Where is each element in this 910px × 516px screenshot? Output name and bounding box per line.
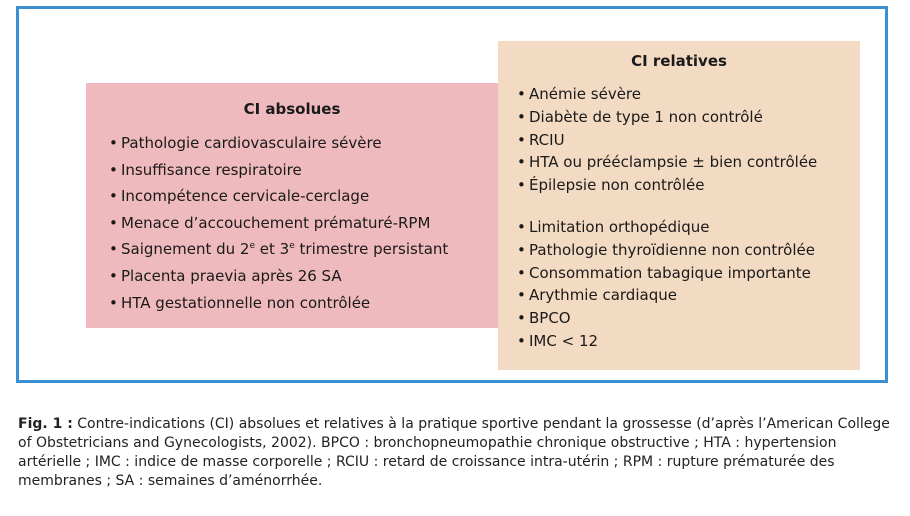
- list-item: • Diabète de type 1 non contrôlé: [517, 106, 817, 129]
- list-item: • HTA gestationnelle non contrôlée: [109, 290, 448, 317]
- ci-absolues-box: [86, 83, 498, 328]
- bullet-icon: •: [517, 240, 526, 259]
- ci-absolues-title: CI absolues: [243, 100, 341, 118]
- list-item: • IMC < 12: [517, 330, 815, 353]
- figure-caption: [18, 415, 898, 491]
- list-item: • Pathologie cardiovasculaire sévère: [109, 130, 448, 157]
- bullet-icon: •: [517, 286, 526, 305]
- ci-absolues-list: [109, 130, 448, 316]
- bullet-icon: •: [109, 134, 118, 152]
- ci-relatives-list-1: [517, 83, 817, 197]
- list-item: • Incompétence cervicale-cerclage: [109, 183, 448, 210]
- bullet-icon: •: [517, 176, 526, 195]
- list-item: • HTA ou prééclampsie ± bien contrôlée: [517, 151, 817, 174]
- list-item: • Épilepsie non contrôlée: [517, 174, 817, 197]
- caption-text: Contre-indications (CI) absolues et relatives à la pratique sportive pendant la grossesse (d’après l’American College of Obstetricians and Gynecologists, 2002). BPCO : bronchopneumopathie chronique obstructive ; HTA : hypertension artérielle ; IMC : indice de masse corporelle ; RCIU : retard de croissance intra-utérin ; RPM : rupture prématurée des membranes ; SA : semaines d’aménorrhée.: [18, 416, 890, 489]
- list-item: • Limitation orthopédique: [517, 216, 815, 239]
- saignement-text: Saignement du 2e et 3e trimestre persistant: [121, 240, 449, 259]
- ci-relatives-box: [498, 41, 860, 370]
- list-item: • Menace d’accouchement prématuré-RPM: [109, 210, 448, 237]
- list-item: • RCIU: [517, 129, 817, 152]
- bullet-icon: •: [517, 263, 526, 282]
- bullet-icon: •: [517, 85, 526, 103]
- bullet-icon: •: [109, 266, 118, 285]
- bullet-icon: •: [517, 130, 526, 149]
- list-item: • BPCO: [517, 307, 815, 330]
- bullet-icon: •: [517, 107, 526, 126]
- list-item: • Pathologie thyroïdienne non contrôlée: [517, 239, 815, 262]
- bullet-icon: •: [109, 293, 118, 312]
- list-item: • Anémie sévère: [517, 83, 817, 106]
- bullet-icon: •: [109, 187, 118, 206]
- caption-label: Fig. 1 :: [18, 416, 73, 432]
- bullet-icon: •: [517, 331, 526, 350]
- list-item: • Arythmie cardiaque: [517, 284, 815, 307]
- ci-relatives-list-2: [517, 216, 815, 353]
- list-item: • Insuffisance respiratoire: [109, 157, 448, 184]
- bullet-icon: •: [109, 213, 118, 232]
- list-item: • Consommation tabagique importante: [517, 262, 815, 285]
- bullet-icon: •: [109, 160, 118, 179]
- bullet-icon: •: [517, 309, 526, 328]
- list-item: • Placenta praevia après 26 SA: [109, 263, 448, 290]
- ci-relatives-title: CI relatives: [631, 52, 727, 70]
- figure-frame: [16, 6, 888, 383]
- list-item: [109, 236, 448, 263]
- bullet-icon: •: [517, 218, 526, 236]
- bullet-icon: •: [517, 153, 526, 172]
- bullet-icon: •: [109, 240, 118, 259]
